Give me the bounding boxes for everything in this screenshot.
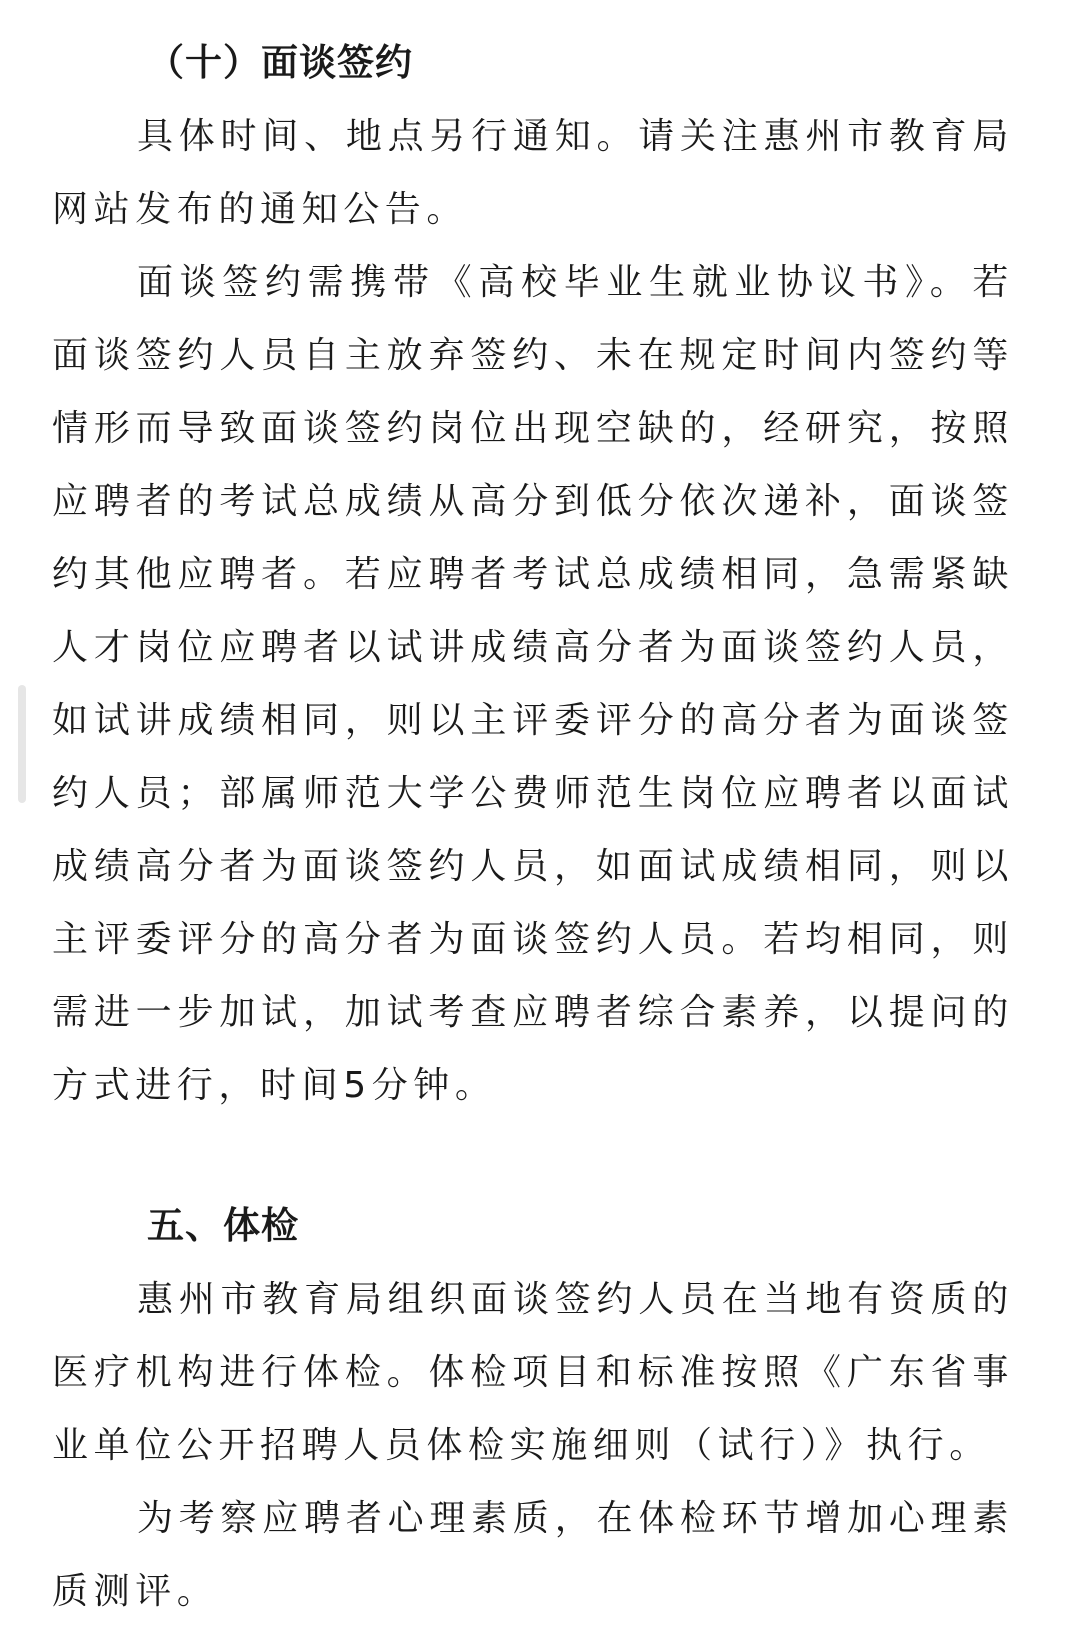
document-content [52, 26, 1014, 1628]
section-heading-physical-exam: 五、体检 [147, 1204, 299, 1247]
section-spacer [52, 1122, 1014, 1189]
scroll-indicator[interactable] [18, 685, 26, 803]
paragraph-psychological-assessment: 为考察应聘者心理素质，在体检环节增加心理素质测评。 [52, 1498, 1014, 1612]
paragraph-signing-requirements: 面谈签约需携带《高校毕业生就业协议书》。若面谈签约人员自主放弃签约、未在规定时间内签约等情形而导致面谈签约岗位出现空缺的，经研究，按照应聘者的考试总成绩从高分到低分依次递补，面谈签约其他应聘者。若应聘者考试总成绩相同，急需紧缺人才岗位应聘者以试讲成绩高分者为面谈签约人员，如试讲成绩相同，则以主评委评分的高分者为面谈签约人员；部属师范大学公费师范生岗位应聘者以面试成绩高分者为面谈签约人员，如面试成绩相同，则以主评委评分的高分者为面谈签约人员。若均相同，则需进一步加试，加试考查应聘者综合素养，以提问的方式进行，时间5分钟。 [52, 262, 1014, 1106]
paragraph-physical-exam-organization: 惠州市教育局组织面谈签约人员在当地有资质的医疗机构进行体检。体检项目和标准按照《广东省事业单位公开招聘人员体检实施细则（试行）》执行。 [52, 1279, 1014, 1466]
section-heading-interview-signing: （十）面谈签约 [147, 41, 413, 84]
paragraph-time-location-notice: 具体时间、地点另行通知。请关注惠州市教育局网站发布的通知公告。 [52, 116, 1014, 230]
